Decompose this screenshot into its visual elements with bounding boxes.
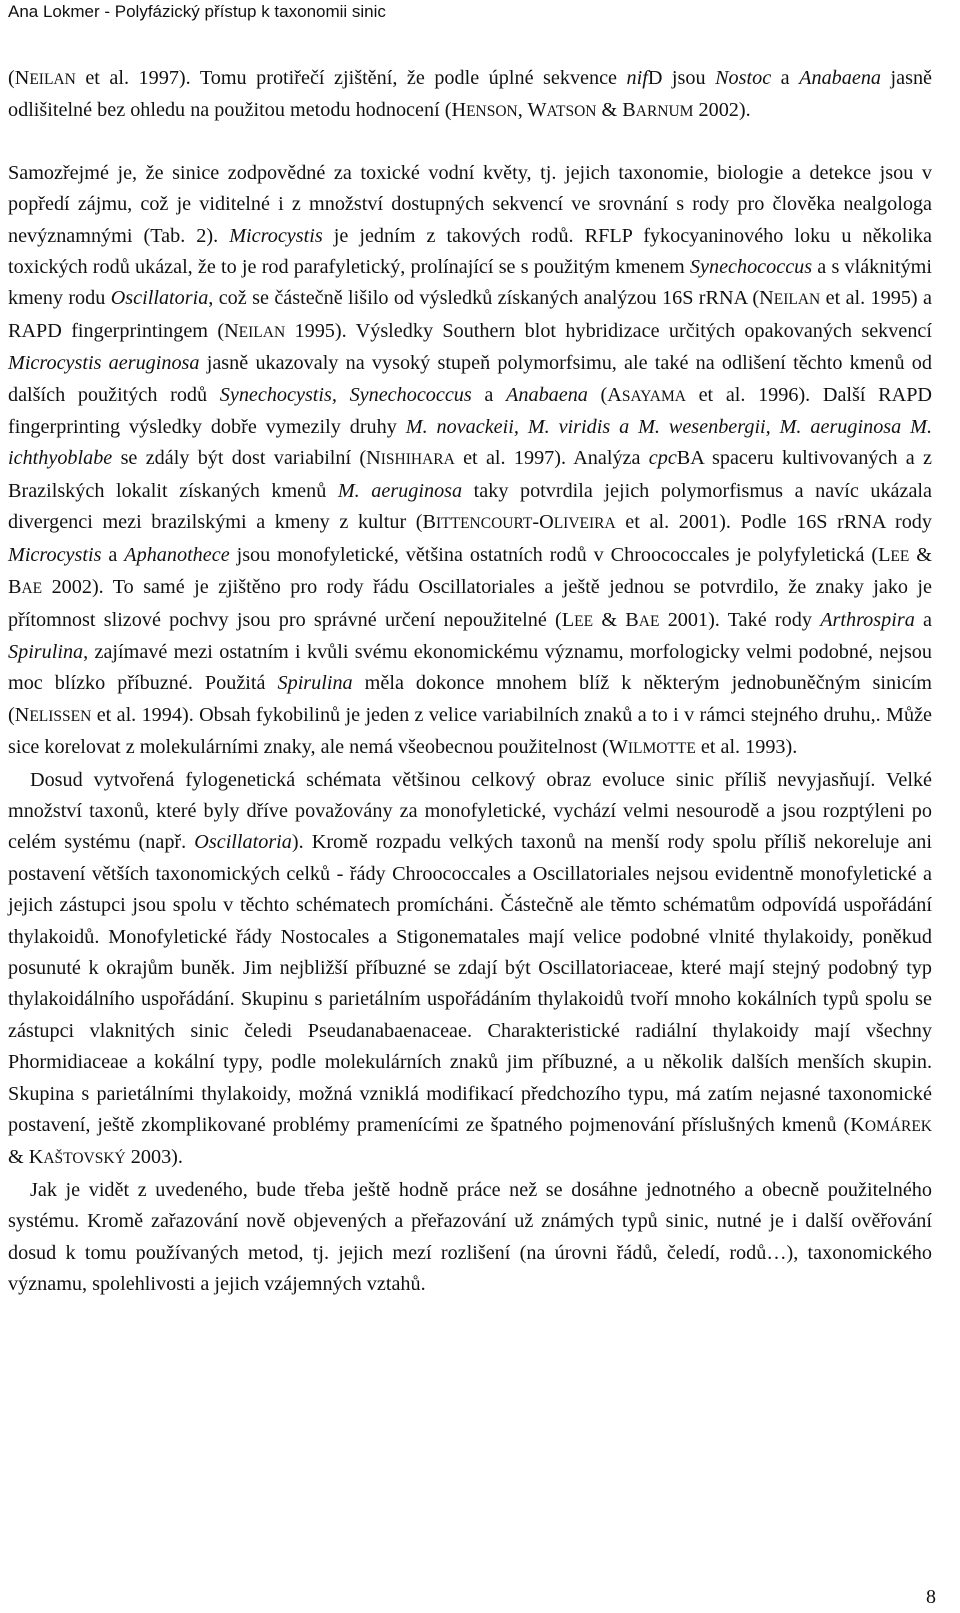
italic-term: Synechococcus (689, 256, 813, 279)
italic-term: Spirulina (277, 672, 353, 695)
paragraph-toxic-blooms: Samozřejmé je, že sinice zodpovědné za toxické vodní květy, tj. jejich taxonomie, biologie a detekce jsou v popředí zájmu, což je viditelné i z množství dostupných sekvencí ve srovnání s rody pro člověka nealgologa nevýznamnými (Tab. 2). Microcystis je jedním z takových rodů. RFLP fykocyaninového loku u několika toxických rodů ukázal, že to je rod parafyletický, prolínající se s použitým kmenem Synechococcus a s vláknitými kmeny rodu Oscillatoria, což se částečně lišilo od výsledků získaných analýzou 16S rRNA (NEILAN et al. 1995) a RAPD fingerprintingem (NEILAN 1995). Výsledky Southern blot hybridizace určitých opakovaných sekvencí Microcystis aeruginosa jasně ukazovaly na vysoký stupeň polymorfsimu, ale také na odlišení těchto kmenů od dalších použitých rodů Synechocystis, Synechococcus a Anabaena (ASAYAMA et al. 1996). Další RAPD fingerprinting výsledky dobře vymezily druhy M. novackeii, M. viridis a M. wesenbergii, M. aeruginosa M. ichthyoblabe se zdály být dost variabilní (NISHIHARA et al. 1997). Analýza cpcBA spaceru kultivovaných a z Brazilských lokalit získaných kmenů M. aeruginosa taky potvrdila jejich polymorfismus a navíc ukázala divergenci mezi brazilskými a kmeny z kultur (BITTENCOURT-OLIVEIRA et al. 2001). Podle 16S rRNA rody Microcystis a Aphanothece jsou monofyletické, většina ostatních rodů v Chroococcales je polyfyletická (LEE & BAE 2002). To samé je zjištěno pro rody řádu Oscillatoriales a ještě jednou se potvrdilo, že znaky jako je přítomnost slizové pochvy jsou pro správné určení nepoužitelné (LEE & BAE 2001). Také rody Arthrospira a Spirulina, zajímavé mezi ostatním i kvůli svému ekonomickému významu, morfologicky velmi podobné, nejsou moc blízko příbuzné. Použitá Spirulina měla dokonce mnohem blíž k některým jednobuněčným sinicím (NELISSEN et al. 1994). Obsah fykobilinů je jeden z velice variabilních znaků a to i v rámci stejného druhu,. Může sice korelovat z molekulárními znaky, ale nemá všeobecnou použitelnost (WILMOTTE et al. 1993). (8, 161, 933, 759)
author-name: LEE (561, 608, 594, 631)
italic-term: Microcystis (8, 543, 102, 566)
author-name: OLIVEIRA (539, 511, 616, 534)
author-name: WATSON (527, 99, 597, 122)
author-name: BAE (8, 576, 43, 599)
italic-term: Oscillatoria (110, 287, 209, 310)
paragraph-phylogenetic-schemes: Dosud vytvořená fylogenetická schémata většinou celkový obraz evoluce sinic příliš nevyjasňují. Velké množství taxonů, které byly dříve považovány za monofyletické, vychází velmi nesourodě a jsou rozptýleni po celém systému (např. Oscillatoria). Kromě rozpadu velkých taxonů na menší rody spolu příliš nekoreluje ani postavení větších taxonomických celků - řády Chroococcales a Oscillatoriales nejsou evidentně monofyletické a jejich zástupci jsou spolu v těchto schématech promícháni. Částečně ale těmto schématům odpovídá uspořádání thylakoidů. Monofyletické řády Nostocales a Stigonematales mají velice podobné vlnité thylakoidy, poněkud posunuté k okrajům buněk. Jim nejbližší příbuzné se zdají být Oscillatoriaceae, které mají stejný podobný typ thylakoidálního uspořádání. Skupinu s parietálním uspořádáním thylakoidů tvoří mnoho kokálních typů spolu se zástupci vlaknitých sinic čeledi Pseudanabaenaceae. Charakteristické radiální thylakoidy mají všechny Phormidiaceae a kokální typy, podle molekulárních znaků jim příbuzné, a u několik dalších menších skupin. Skupina s parietálními thylakoidy, možná vzniklá modifikací předchozího typu, má zatím nejasné taxonomické postavení, ještě zkomplikované problémy pramenícími ze špatného pojmenování příslušných kmenů (KOMÁREK & KAŠTOVSKÝ 2003). (8, 768, 932, 1169)
italic-term: Spirulina (8, 640, 84, 663)
author-name: NEILAN (224, 319, 286, 342)
author-name: BAE (625, 608, 660, 631)
author-name: NEILAN (14, 67, 76, 89)
author-name: ASAYAMA (607, 383, 686, 406)
author-name: BITTENCOURT (422, 511, 533, 534)
italic-term: cpc (648, 447, 677, 470)
author-name: WILMOTTE (608, 736, 696, 759)
italic-term: Nostoc (715, 67, 772, 89)
page-number: 8 (926, 1586, 936, 1608)
paragraph-conclusion: Jak je vidět z uvedeného, bude třeba ještě hodně práce než se dosáhne jednotného a obecně použitelného systému. Kromě zařazování nově objevených a přeřazování už známých typů sinic, nutné je i další ověřování dosud k tomu používaných metod, tj. jejich mezí rozlišení (na úrovni řádů, čeledí, rodů…), taxonomického významu, spolehlivosti a jejich vzájemných vztahů. (8, 1178, 932, 1296)
author-name: KOMÁREK (850, 1114, 932, 1136)
author-name: HENSON (451, 99, 518, 122)
italic-term: Anabaena (799, 67, 882, 89)
italic-term: Aphanothece (124, 543, 230, 566)
body-text (8, 63, 932, 1300)
italic-term: Oscillatoria (194, 831, 292, 854)
italic-term: M. novackeii, M. viridis a M. wesenbergii, M. aeruginosa M. ichthyoblabe (8, 416, 933, 470)
author-name: BARNUM (622, 99, 694, 122)
author-name: NEILAN (759, 287, 821, 310)
author-name: NELISSEN (14, 703, 92, 726)
italic-term: Microcystis aeruginosa (8, 352, 200, 375)
italic-term: Arthrospira (820, 608, 915, 631)
running-header: Ana Lokmer - Polyfázický přístup k taxonomii sinic (8, 2, 386, 21)
italic-term: M. aeruginosa (337, 479, 463, 502)
paragraph-continuation: (NEILAN et al. 1997). Tomu protiřečí zjištění, že podle úplné sekvence nifD jsou Nostoc a Anabaena jasně odlišitelné bez ohledu na použitou metodu hodnocení (HENSON, WATSON & BARNUM 2002). (8, 67, 933, 122)
italic-term: Anabaena (506, 383, 588, 406)
italic-term: Microcystis (229, 224, 323, 247)
author-name: KAŠTOVSKÝ (28, 1146, 126, 1169)
author-name: NISHIHARA (366, 447, 455, 470)
author-name: LEE (878, 543, 910, 566)
italic-term: nif (626, 67, 648, 89)
italic-term: Synechocystis, Synechococcus (219, 383, 472, 406)
